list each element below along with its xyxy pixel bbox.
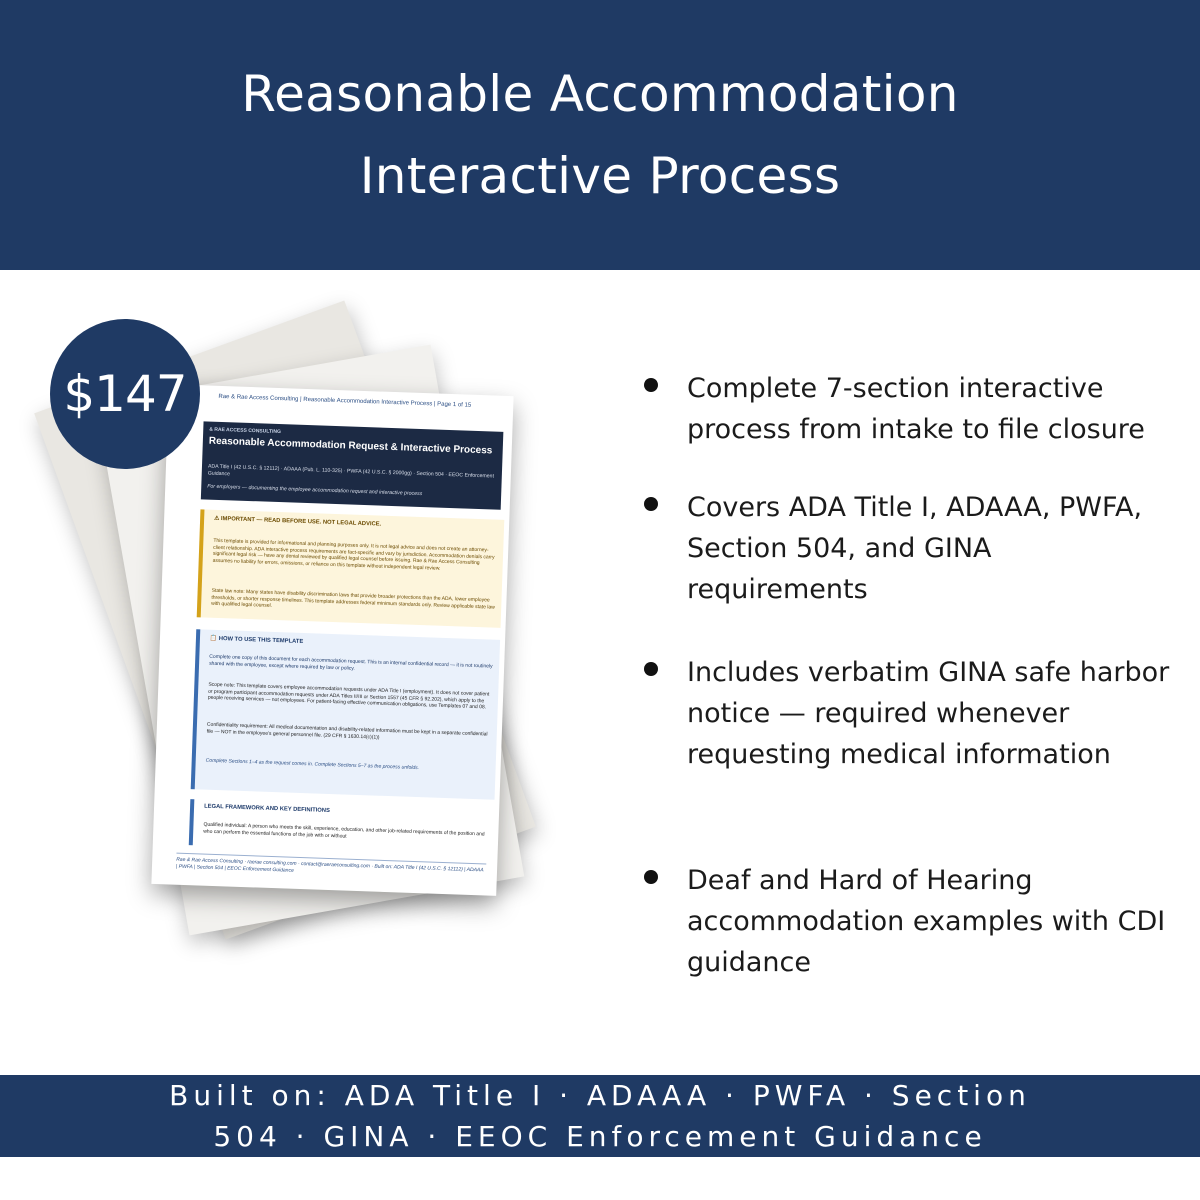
feature-text: Covers ADA Title I, ADAAA, PWFA, Section 504, and GINA requirements <box>687 492 1143 605</box>
legal-box <box>189 799 494 856</box>
warning-title: ⚠ IMPORTANT — READ BEFORE USE. NOT LEGAL ADVICE. <box>214 515 382 528</box>
feature-text: Deaf and Hard of Hearing accommodation examples with CDI guidance <box>687 865 1166 978</box>
document-title: Reasonable Accommodation Request & Interactive Process <box>208 435 493 457</box>
warning-box <box>197 509 505 628</box>
how-to-body: Complete one copy of this document for each accommodation request. This is an internal confidential record — it is not routinely shared with the employee, except where required by law or policy. <box>209 653 493 672</box>
bullet-dot-icon <box>644 497 658 511</box>
legal-body: Qualified individual: A person who meets the skill, experience, education, and other job-related requirements of the position and who can perform the essential functions of the job with or without <box>203 821 485 840</box>
how-to-scope: Scope note: This template covers employee accommodation requests under ADA Title I (employment). It does not cover patient or program participant accommodation requests under ADA Titles II/III or Section 1557 (45 CFR § 92.202), which apply to the people receiving services — not employees. For patient-facing effective communication obligations, use Templates 07 and 08. <box>207 681 490 711</box>
how-to-confidentiality: Confidentiality requirement: All medical documentation and disability-related information must be kept in a separate confidential file — NOT in the employee's general personnel file. (29 CFR § 1630.14(c)(1)) <box>206 721 488 741</box>
legal-title: LEGAL FRAMEWORK AND KEY DEFINITIONS <box>204 803 330 815</box>
document-footer: Rae & Rae Access Consulting · raerae consulting.com · contact@raeraeconsulting.com · Built on: ADA Title I (42 U.S.C. § 12112) | ADAAA | PWFA | Section 504 | EEOC Enforcement Guidance <box>176 853 486 881</box>
bullet-dot-icon <box>644 378 658 392</box>
warning-body: This template is provided for informational and planning purposes only. It is not legal advice and does not create an attorney-client relationship. ADA interactive process requirements are fact-specific and vary by jurisdiction. Accommodation denials carry significant legal risk — have any denial reviewed by qualified legal counsel before issuing. Rae & Rae Access Consulting assumes no liability for errors, omissions, or reliance on this template without independent legal review. <box>212 537 495 572</box>
bullet-dot-icon <box>644 662 658 676</box>
header-banner <box>0 0 1200 270</box>
document-title-block <box>201 421 504 509</box>
how-to-italic-note: Complete Sections 1–4 as the request comes in. Complete Sections 5–7 as the process unfolds. <box>205 757 420 772</box>
document-for-line: For employers — documenting the employee accommodation request and interactive process <box>207 483 423 498</box>
footer-line-1: Built on: ADA Title I · ADAAA · PWFA · Section <box>169 1079 1031 1112</box>
footer-banner <box>0 1075 1200 1157</box>
how-to-box <box>191 629 500 800</box>
document-firm: & RAE ACCESS CONSULTING <box>209 426 282 436</box>
footer-line-2: 504 · GINA · EEOC Enforcement Guidance <box>213 1120 987 1153</box>
page-title-line-2: Interactive Process <box>359 147 841 205</box>
price-badge: $147 <box>50 319 200 469</box>
bullet-dot-icon <box>644 870 658 884</box>
document-top-header: Rae & Rae Access Consulting | Reasonable Accommodation Interactive Process | Page 1 of 15 <box>218 393 472 409</box>
page-title-line-1: Reasonable Accommodation <box>241 65 959 123</box>
feature-text: Complete 7-section interactive process from intake to file closure <box>687 373 1145 445</box>
warning-state-note: State law note: Many states have disability discrimination laws that provide broader protections than the ADA, lower employee thresholds, or shorter response timelines. This template addresses federal minimum standards only. Review applicable state law with qualified legal counsel. <box>211 587 495 611</box>
how-to-title: 📋 HOW TO USE THIS TEMPLATE <box>209 635 304 645</box>
feature-text: Includes verbatim GINA safe harbor notice — required whenever requesting medical information <box>687 657 1170 770</box>
document-laws: ADA Title I (42 U.S.C. § 12112) · ADAAA (Pub. L. 110-325) · PWFA (42 U.S.C. § 2000gg) · Section 504 · EEOC Enforcement Guidance <box>207 463 495 480</box>
document-page <box>151 384 513 896</box>
